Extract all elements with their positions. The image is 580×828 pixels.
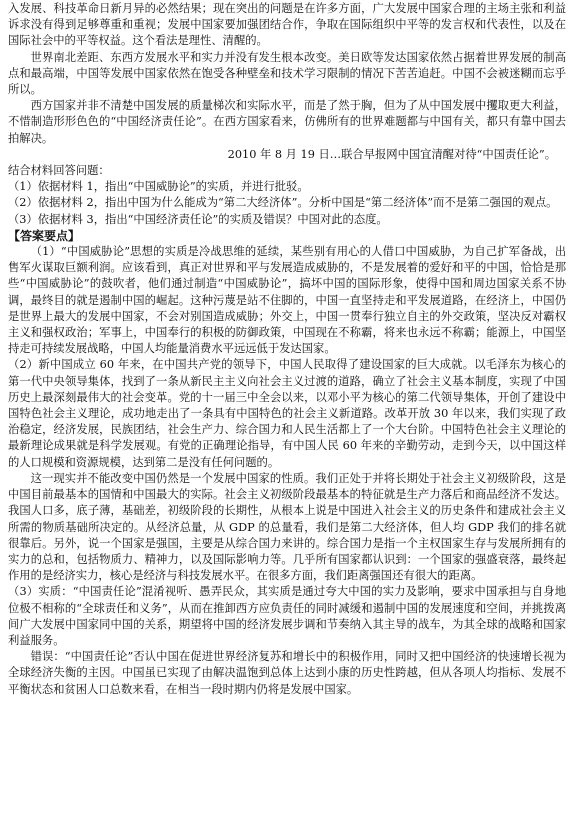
question-1: （1）依据材料 1，指出“中国威胁论”的实质，并进行批驳。 <box>8 180 309 194</box>
material-paragraph-2: 世界南北差距、东西方发展水平和实力并没有发生根本改变。美日欧等发达国家依然占据着世界发展的制高点和最高端，中国等发展中国家依然在饱受各种壁垒和技术学习限制的情况下苦苦追赶。中国不会被迷糊而忘乎所以。 <box>8 50 566 97</box>
answer-heading: 【答案要点】 <box>8 228 81 243</box>
answer-2-continued: 这一现实并不能改变中国仍然是一个发展中国家的性质。我们正处于并将长期处于社会主义初级阶段，这是中国目前最基本的国情和中国最大的实际。社会主义初级阶段最基本的特征就是生产力落后和商品经济不发达。我国人口多，底子薄，基础差，初级阶段的长期性，从根本上说是中国进入社会主义的历史条件和建成社会主义所需的物质基础所决定的。从经济总量，从 GDP 的总量看，我们是第二大经济体，但人均 GDP 我们的排名就很靠后。另外，说一个国家是强国，主要是从综合国力来讲的。综合国力是指一个主权国家生存与发展所拥有的实力的总和，包括物质力、精神力，以及国际影响力等。几乎所有国家都认识到：一个国家的强盛衰落，最终起作用的是经济实力，核心是经济与科技发展水平。在很多方面，我们距离强国还有很大的距离。 <box>8 471 566 583</box>
material-source: 2010 年 8 月 19 日…联合早报网中国宜清醒对待“中国责任论”。 <box>227 147 556 161</box>
answer-3-continued: 错误：“中国责任论”否认中国在促进世界经济复苏和增长中的积极作用，同时又把中国经济的快速增长视为全球经济失衡的主因。中国虽已实现了由解决温饱到总体上达到小康的历史性跨越，但从各项人均指标、发展不平衡状态和贫困人口总数来看，在相当一段时期内仍将是发展中国家。 <box>8 650 566 696</box>
material-paragraph-3: 西方国家并非不清楚中国发展的质量梯次和实际水平，而是了然于胸，但为了从中国发展中攫取更大利益，不惜制造形形色色的“中国经济责任论”。在西方国家看来，仿佛所有的世界难题都与中国有关，都只有靠中国去拍解决。 <box>8 99 566 145</box>
answer-1: （1）“中国威胁论”思想的实质是冷战思维的延续，某些别有用心的人借口中国威胁，为自己扩军备战，出售军火谋取巨额利润。应该看到，真正对世界和平与发展造成威胁的，不是发展着的爱好和平的中国，恰恰是那些“中国威胁论”的鼓吹者，他们通过制造“中国威胁论”，搞坏中国的国际形象，使得中国和周边国家关系不协调，最终目的就是遏制中国的崛起。这种污蔑是站不住脚的，中国一直坚持走和平发展道路，在经济上，中国仍是世界上最大的发展中国家，不会对别国造成威胁；外交上，中国一贯奉行独立自主的外交政策，坚决反对霸权主义和强权政治；军事上，中国奉行的积极的防御政策，中国现在不称霸，将来也永远不称霸；能源上，中国坚持走可持续发展战略，中国人均能量消费水平远远低于发达国家。 <box>8 245 566 356</box>
question-3: （3）依据材料 3，指出“中国经济责任论”的实质及错误？中国对此的态度。 <box>8 212 388 226</box>
answer-3: （3）实质：“中国责任论”混淆视听、愚弄民众，其实质是通过夸大中国的实力及影响，要求中国承担与自身地位极不相称的“全球责任和义务”，从而在推卸西方应负责任的同时减缓和遏制中国的发展速度和空间，并挑拨离间广大发展中国家同中国的关系，期望将中国的经济发展步调和节奏纳入其主导的战车，为其全球的战略和国家利益服务。 <box>8 585 566 647</box>
answer-2: （2）新中国成立 60 年来，在中国共产党的领导下，中国人民取得了建设国家的巨大成就。以毛泽东为核心的第一代中央领导集体，找到了一条从新民主主义向社会主义过渡的道路，确立了社会主义基本制度，实现了中国历史上最深刻最伟大的社会变革。党的十一届三中全会以来，以邓小平为核心的第二代领导集体，开创了建设中国特色社会主义理论，成功地走出了一条具有中国特色的社会主义新道路。改革开放 30 年以来，我们实现了政治稳定，经济发展，民族团结，社会生产力、综合国力和人民生活都上了一个大台阶。中国特色社会主义理论的最新理论成果就是科学发展观。有党的正确理论指导，有中国人民 60 年来的辛勤劳动，走到今天，以中国这样的人口规模和资源规模，达到第二是没有任何问题的。 <box>8 358 566 469</box>
questions-intro: 结合材料回答问题： <box>8 164 110 178</box>
question-2: （2）依据材料 2，指出中国为什么能成为“第二大经济体”。分析中国是“第二经济体”而不是第二强国的观点。 <box>8 196 558 210</box>
material-paragraph-continued: 入发展、科技革命日新月异的必然结果；现在突出的问题是在许多方面，广大发展中国家合理的主场主张和利益诉求没有得到足够尊重和重视；发展中国家要加强团结合作，争取在国际组织中平等的发言权和代表性，以及在国际社会中的平等权益。这个看法是理性、清醒的。 <box>8 2 566 48</box>
